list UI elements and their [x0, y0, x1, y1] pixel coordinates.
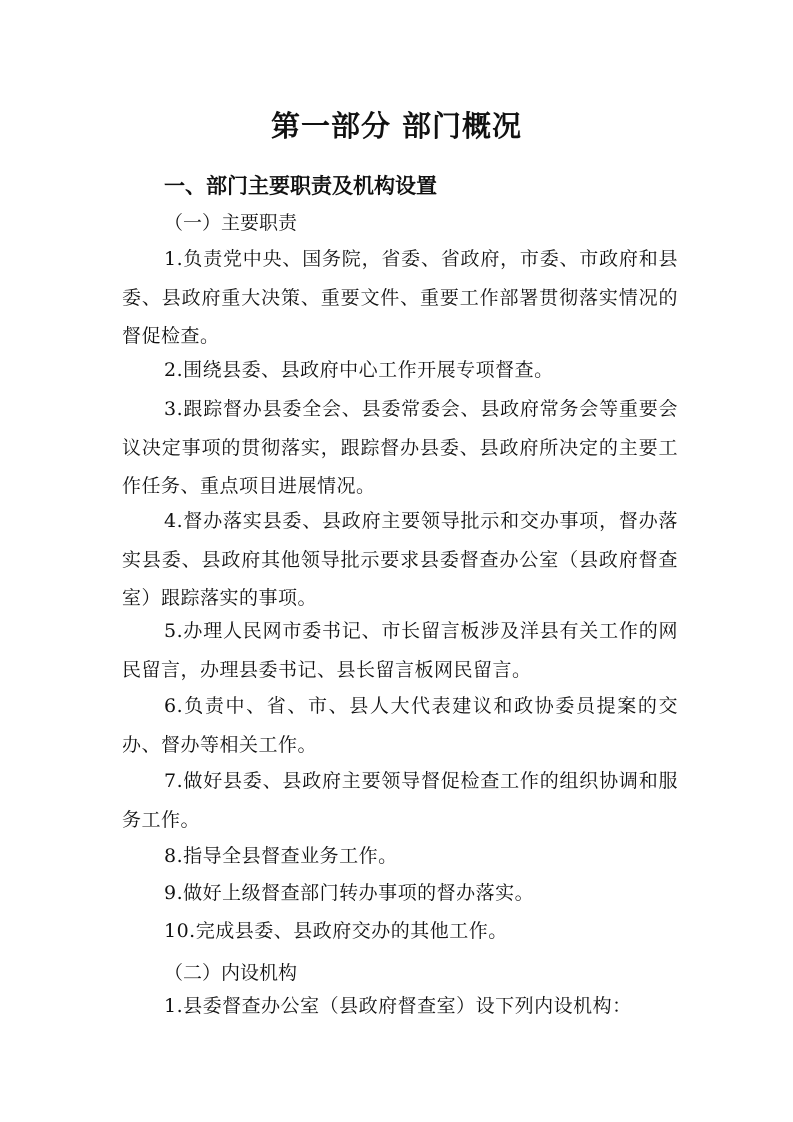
subsection-heading-structure: （二）内设机构 — [164, 962, 298, 984]
duty-item-8: 8.指导全县督查业务工作。 — [164, 845, 398, 867]
subsection-heading-duties: （一）主要职责 — [164, 212, 298, 234]
duty-item-9: 9.做好上级督查部门转办事项的督办落实。 — [164, 882, 535, 904]
duty-item-6: 6.负责中、省、市、县人大代表建议和政协委员提案的交办、督办等相关工作。 — [122, 695, 678, 756]
duty-item-7: 7.做好县委、县政府主要领导督促检查工作的组织协调和服务工作。 — [122, 770, 678, 831]
section-heading: 一、部门主要职责及机构设置 — [164, 174, 437, 198]
duty-item-2: 2.围绕县委、县政府中心工作开展专项督查。 — [164, 359, 554, 381]
duty-item-1: 1.负责党中央、国务院，省委、省政府，市委、市政府和县委、县政府重大决策、重要文件、重要工作部署贯彻落实情况的督促检查。 — [122, 248, 678, 347]
duty-item-4: 4.督办落实县委、县政府主要领导批示和交办事项，督办落实县委、县政府其他领导批示要求县委督查办公室（县政府督查室）跟踪落实的事项。 — [122, 510, 678, 609]
page-title: 第一部分 部门概况 — [270, 109, 523, 143]
duty-item-5: 5.办理人民网市委书记、市长留言板涉及洋县有关工作的网民留言，办理县委书记、县长留言板网民留言。 — [122, 620, 678, 681]
structure-item-1: 1.县委督查办公室（县政府督查室）设下列内设机构： — [164, 995, 632, 1017]
duty-item-10: 10.完成县委、县政府交办的其他工作。 — [164, 920, 508, 942]
duty-item-3: 3.跟踪督办县委全会、县委常委会、县政府常务会等重要会议决定事项的贯彻落实，跟踪督办县委、县政府所决定的主要工作任务、重点项目进展情况。 — [122, 398, 678, 497]
